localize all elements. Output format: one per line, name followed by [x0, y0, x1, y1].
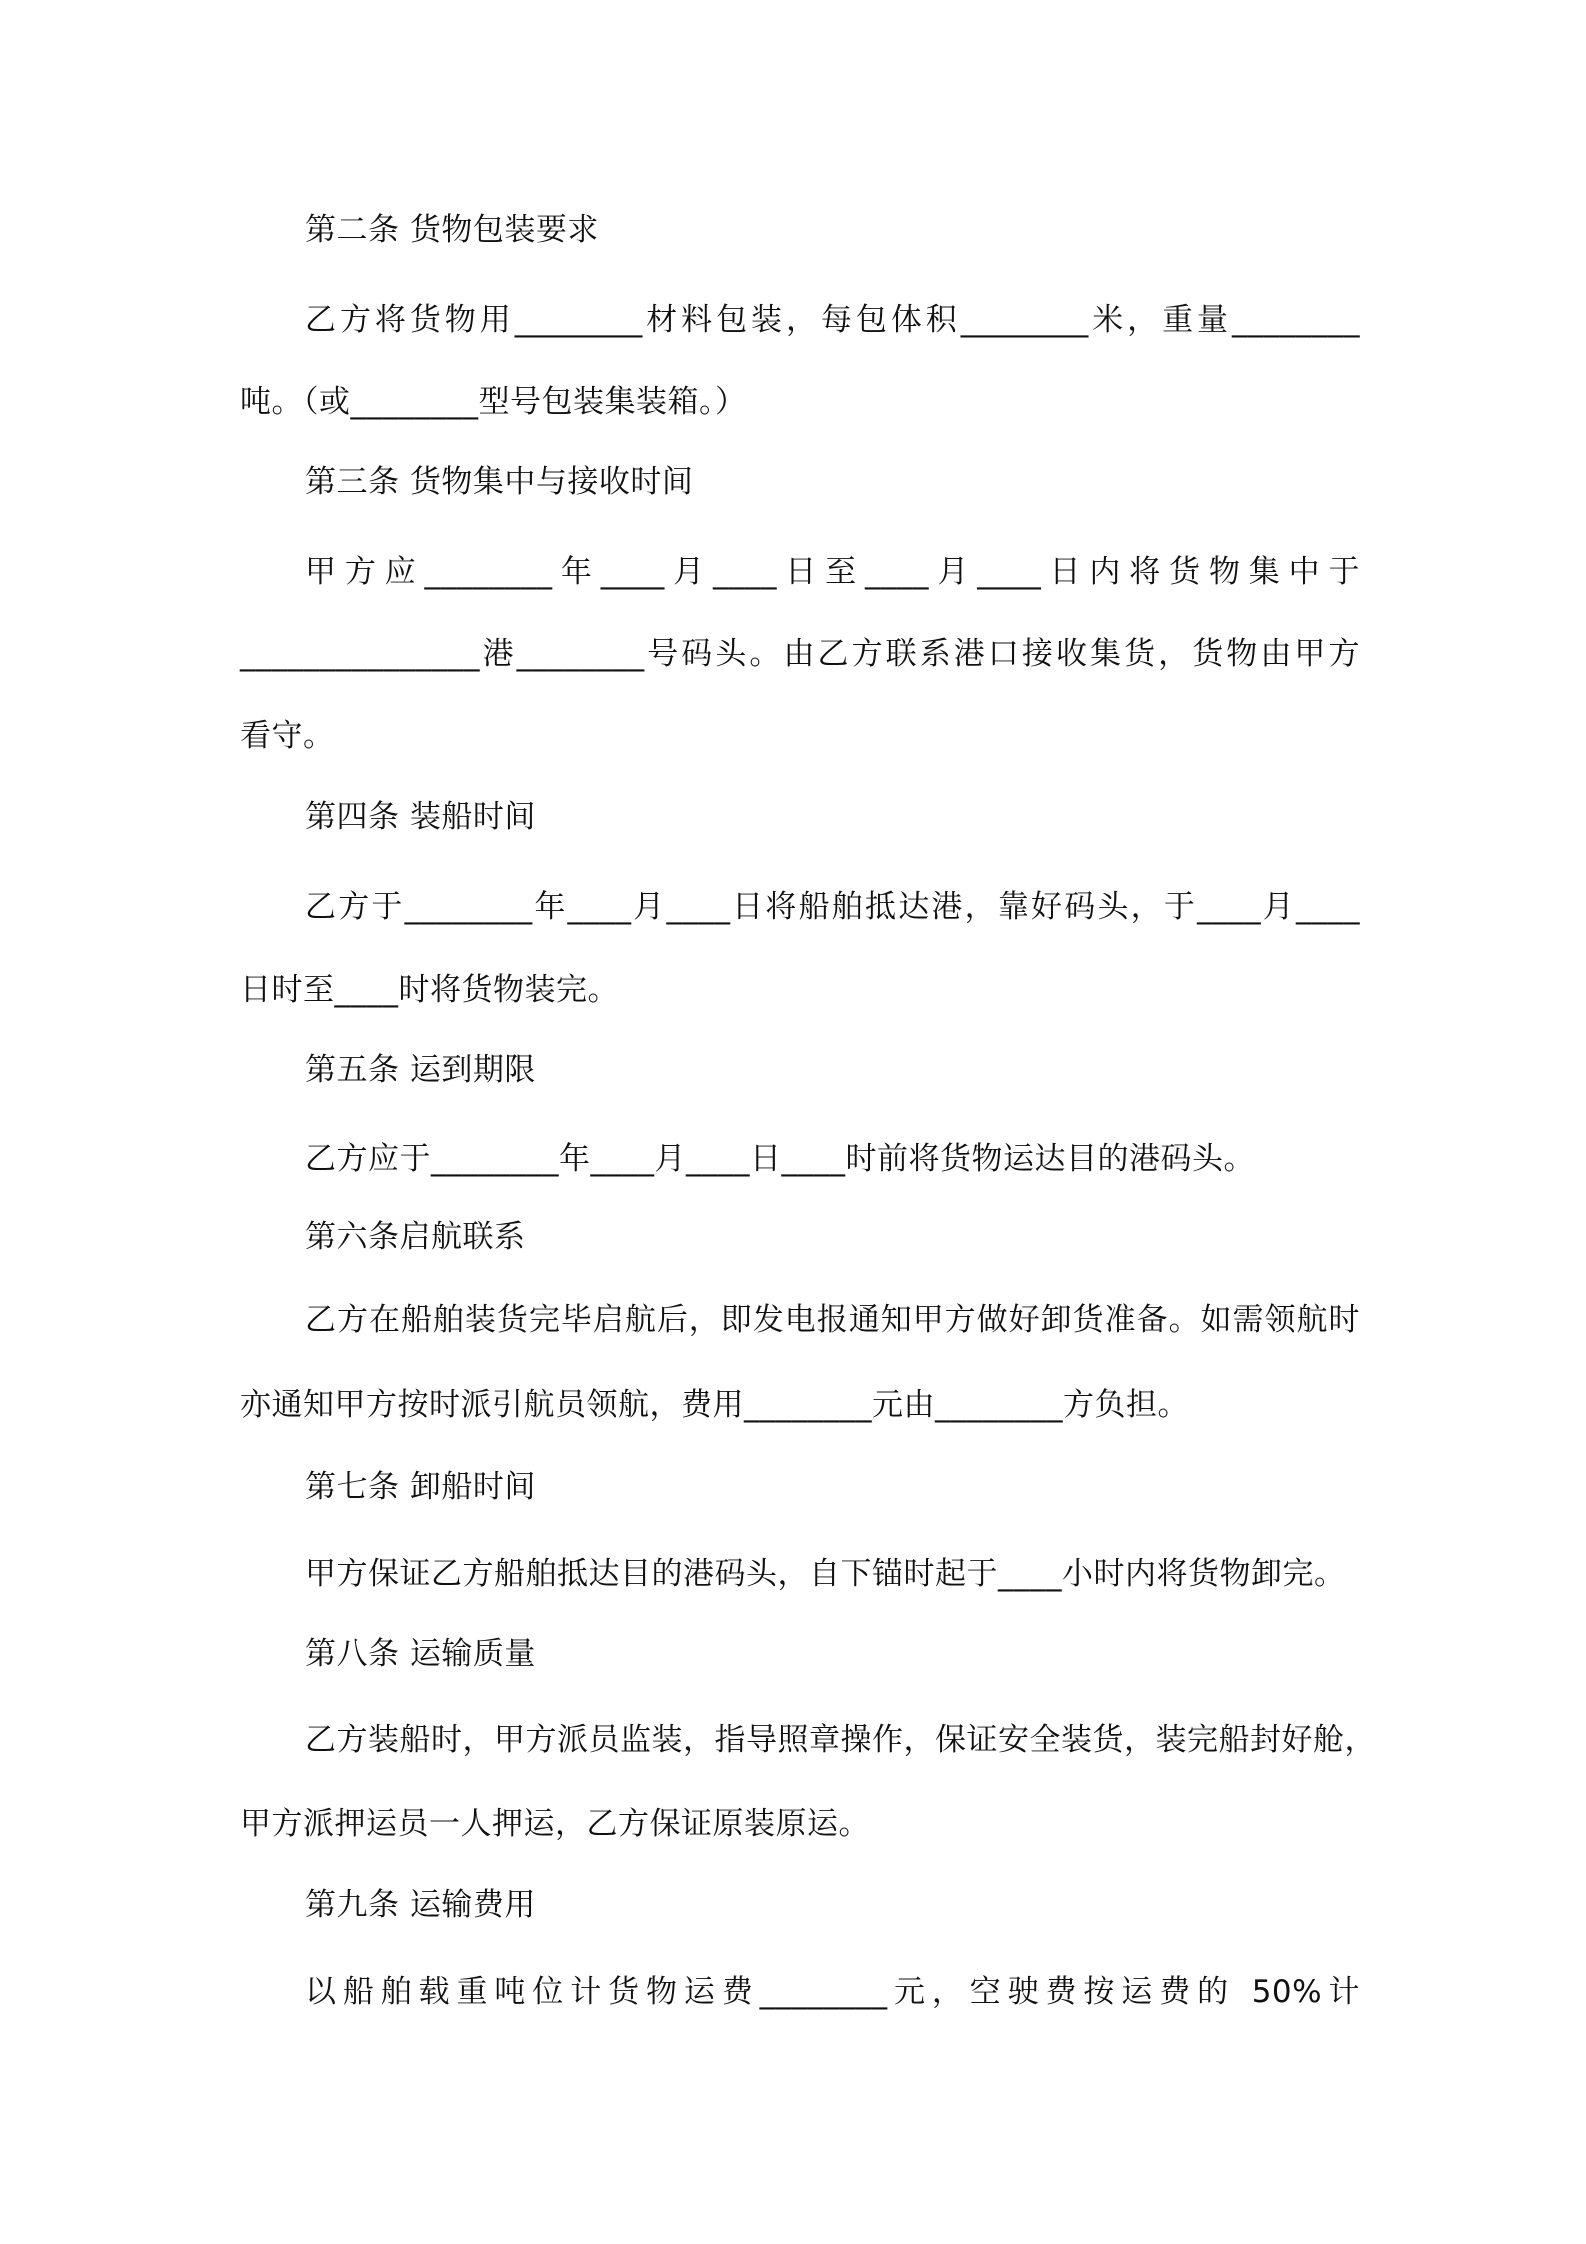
article-6-text-line-1: 乙方在船舶装货完毕启航后，即发电报通知甲方做好卸货准备。如需领航时	[305, 1302, 1360, 1338]
article-6-text-line-2: 亦通知甲方按时派引航员领航，费用________元由________方负担。	[240, 1387, 1189, 1423]
article-4-heading: 第四条 装船时间	[305, 799, 536, 835]
article-8-text-line-1: 乙方装船时，甲方派员监装，指导照章操作，保证安全装货，装完船封好舱，	[305, 1722, 1376, 1758]
article-4-text-line-2: 日时至____时将货物装完。	[240, 972, 619, 1008]
article-5-text-line-1: 乙方应于________年____月____日____时前将货物运达目的港码头。	[305, 1141, 1255, 1177]
article-2-heading: 第二条 货物包装要求	[305, 212, 599, 248]
article-3-text-line-1: 甲方应________年____月____日至____月____日内将货物集中于	[305, 554, 1360, 590]
article-9-heading: 第九条 运输费用	[305, 1887, 536, 1923]
article-3-heading: 第三条 货物集中与接收时间	[305, 464, 694, 500]
article-8-text-line-2: 甲方派押运员一人押运，乙方保证原装原运。	[240, 1806, 870, 1842]
article-3-text-line-3: 看守。	[240, 718, 335, 754]
article-2-text-line-1: 乙方将货物用________材料包装，每包体积________米，重量________	[305, 302, 1360, 338]
article-7-heading: 第七条 卸船时间	[305, 1469, 536, 1505]
article-3-text-line-2: _______________港________号码头。由乙方联系港口接收集货，货物由甲方	[240, 636, 1360, 672]
article-8-heading: 第八条 运输质量	[305, 1636, 536, 1672]
article-7-text-line-1: 甲方保证乙方船舶抵达目的港码头，自下锚时起于____小时内将货物卸完。	[305, 1556, 1346, 1592]
article-5-heading: 第五条 运到期限	[305, 1052, 536, 1088]
article-6-heading: 第六条启航联系	[305, 1219, 526, 1255]
article-9-text-line-1: 以船舶载重吨位计货物运费________元，空驶费按运费的 50%计	[305, 1974, 1360, 2010]
article-4-text-line-1: 乙方于________年____月____日将船舶抵达港，靠好码头，于____月____	[305, 889, 1360, 925]
article-2-text-line-2: 吨。（或________型号包装集装箱。）	[240, 384, 747, 420]
